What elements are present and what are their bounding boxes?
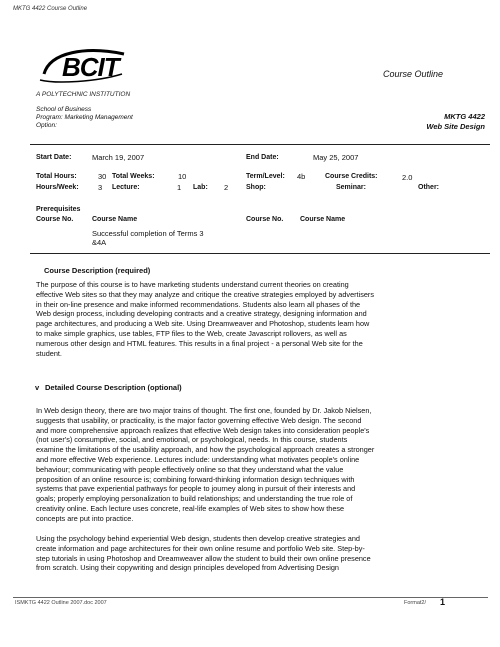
credits-value: 2.0 [402,173,413,182]
lab-label: Lab: [193,184,208,191]
hours-week-label: Hours/Week: [36,184,79,191]
footer-divider [13,597,488,598]
detailed-line: suggests that usability, or practicality, is the major factor governing effective Web design. The second [36,415,362,425]
course-description-title: Course Description (required) [44,266,151,275]
hours-week-value: 3 [98,183,103,192]
school-name: School of Business [36,106,92,113]
lecture-value: 1 [177,183,182,192]
total-hours-label: Total Hours: [36,173,77,180]
detailed-line: concepts are put into practice. [36,513,134,523]
prereq-col-course-no-1: Course No. [36,216,74,223]
end-date-label: End Date: [246,154,279,161]
document-type: Course Outline [383,69,444,79]
description-line: student. [36,348,62,358]
bullet-icon: v [35,383,40,392]
course-description-body [36,280,484,358]
lab-value: 2 [224,183,229,192]
total-weeks-label: Total Weeks: [112,173,155,180]
detailed-line: examine the limitations of the usability approach, and how the psychological approach creates a stronger [36,445,375,455]
detailed-line: and more comprehensive approach realizes that effective Web design takes into consideration people's [36,425,370,435]
description-line: numerous other design and HTML features. This results in a final project - a personal Web site for the [36,338,363,348]
course-code: MKTG 4422 [444,112,485,121]
prereq-col-course-no-2: Course No. [246,216,284,223]
prereq-col-course-name-2: Course Name [300,216,346,223]
detailed-line: and more effective Web experience. Lectures include: understanding what motivates people's online [36,454,360,464]
option-label: Option: [36,122,57,129]
detailed-line: goals; properly employing personalization to build relationships; and understanding the true role of [36,494,353,504]
term-level-label: Term/Level: [246,173,285,180]
description-line: in their on-line presence and make informed recommendations. Students also learn all phases of the [36,299,361,309]
footer-file-info: ISMKTG 4422 Outline 2007.doc 2007 [15,600,107,606]
description-line: page architectures, and producing a Web site. Using Dreamweaver and Photoshop, students learn how [36,319,370,329]
description-line: to make simple graphics, use tables, FTP files to the Web, create Javascript rollovers, as well as [36,328,347,338]
prereq-col-course-name-1: Course Name [92,216,138,223]
seminar-label: Seminar: [336,184,366,191]
logo-tagline: A POLYTECHNIC INSTITUTION [36,91,131,98]
detailed-line: proposition of an online resource is; combining forward-thinking information design techniques with [36,474,355,484]
shop-label: Shop: [246,184,266,191]
lecture-label: Lecture: [112,184,140,191]
detailed-line: creativity online. Each lecture uses concrete, real-life examples of Web sites to show how these [36,503,345,513]
prereq-entry-line: &4A [92,238,107,247]
course-title: Web Site Design [426,122,485,131]
detailed-line: step tutorials in using Photoshop and Dreamweaver allow the student to build their own online presence [36,553,371,563]
detailed-description-title: Detailed Course Description (optional) [45,383,182,392]
detailed-paragraph-1 [36,406,484,524]
end-date-value: May 25, 2007 [313,153,359,162]
description-line: effective Web sites so that they may analyze and critique the creative strategies employed by advertisers [36,289,374,299]
footer-format: Format2/ [404,600,427,606]
start-date-value: March 19, 2007 [92,153,145,162]
course-id [415,112,485,132]
page-number: 1 [440,597,446,607]
detailed-paragraph-2 [36,534,484,573]
prereq-entry [92,229,204,247]
start-date-label: Start Date: [36,154,72,161]
header-divider [30,144,490,145]
bcit-logo [36,44,130,88]
school-info [36,106,133,130]
description-line: Web design process, including developing contracts and a creative strategy, designing information and [36,309,367,319]
prereq-divider [30,253,490,254]
program-name: Program: Marketing Management [36,114,133,121]
prereq-entry-line: Successful completion of Terms 3 [92,229,204,238]
logo-text: BCIT [62,52,119,82]
detailed-line: Using the psychology behind experiential Web design, students then develop creative strategies and [36,534,360,543]
detailed-line: In Web design theory, there are two major trains of thought. The first one, founded by Dr. Jakob Nielsen, [36,406,372,415]
detailed-line: behaviour; communicating with people effectively online so that they understand what the value [36,464,344,474]
credits-label: Course Credits: [325,173,378,180]
total-weeks-value: 10 [178,172,187,181]
detailed-line: create information and page architectures for their own online resume and portfolio Web site. Step-by- [36,543,365,553]
detailed-line: (not user's) consumptive, social, and emotional, or psychological, needs. In this course, students [36,435,348,445]
detailed-line: from scratch. Using their copywriting and design principles developed from Advertising Design [36,563,339,573]
description-line: The purpose of this course is to have marketing students understand current theories on creating [36,280,349,289]
detailed-line: systems that pave experiential pathways for people to journey along in pursuit of their interests and [36,484,356,494]
other-label: Other: [418,184,439,191]
term-level-value: 4b [297,172,306,181]
total-hours-value: 30 [98,172,107,181]
prerequisites-title: Prerequisites [36,206,81,213]
running-title: MKTG 4422 Course Outline [13,6,88,12]
